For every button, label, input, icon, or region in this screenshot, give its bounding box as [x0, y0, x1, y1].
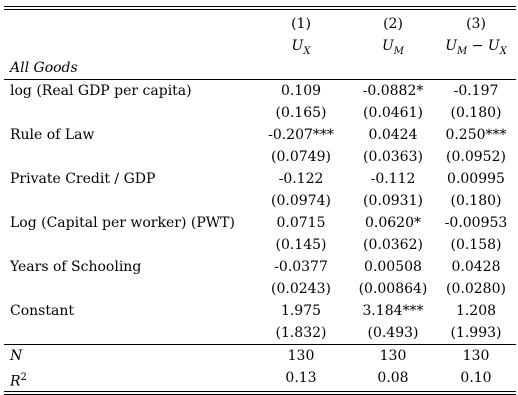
coefficient-value: -0.112 [370, 171, 416, 187]
variable-label: log (Real GDP per capita) [10, 83, 192, 99]
standard-error-row [4, 278, 516, 300]
coefficient-value: -0.00953 [444, 215, 508, 231]
standard-error-value: (0.165) [275, 105, 327, 121]
column-number-2: (2) [383, 16, 403, 32]
column-variable-row [4, 35, 516, 57]
coefficient-row [4, 212, 516, 234]
coefficient-value: 0.0424 [368, 127, 418, 143]
column-number-3: (3) [466, 16, 486, 32]
stat-row-r2 [4, 367, 516, 389]
stat-value: 0.13 [285, 370, 317, 386]
stat-value: 0.10 [460, 370, 492, 386]
table-body [4, 80, 516, 344]
standard-error-value: (0.0931) [363, 193, 423, 209]
stat-value: 130 [379, 348, 407, 364]
section-label-row [4, 57, 516, 79]
stat-value: 130 [287, 348, 315, 364]
coefficient-value: 0.00508 [364, 259, 422, 275]
stat-value: 0.08 [377, 370, 409, 386]
standard-error-value: (0.0362) [363, 237, 423, 253]
standard-error-value: (0.0952) [446, 149, 506, 165]
stat-row-n [4, 345, 516, 367]
standard-error-value: (0.180) [450, 105, 502, 121]
stat-label-r2: $R^2$ [10, 372, 27, 390]
stat-label-n: N [10, 348, 23, 364]
coefficient-value: 1.975 [280, 303, 322, 319]
coefficient-value: 0.250*** [445, 127, 507, 143]
coefficient-value: -0.197 [453, 83, 499, 99]
column-variable-1: $U_X$ [291, 38, 311, 57]
standard-error-value: (0.0280) [446, 281, 506, 297]
variable-label: Private Credit / GDP [10, 171, 156, 187]
coefficient-value: 1.208 [455, 303, 497, 319]
standard-error-row [4, 102, 516, 124]
coefficient-value: 0.0620* [365, 215, 421, 231]
standard-error-value: (0.0243) [271, 281, 331, 297]
standard-error-value: (0.145) [275, 237, 327, 253]
standard-error-row [4, 234, 516, 256]
coefficient-row [4, 256, 516, 278]
variable-label: Rule of Law [10, 127, 95, 143]
coefficient-value: -0.122 [278, 171, 324, 187]
standard-error-value: (0.0749) [271, 149, 331, 165]
standard-error-value: (0.493) [367, 325, 419, 341]
column-variable-3: $U_M - U_X$ [445, 38, 507, 57]
coefficient-value: -0.0377 [274, 259, 328, 275]
coefficient-row [4, 124, 516, 146]
variable-label: Years of Schooling [10, 259, 142, 275]
stat-value: 130 [462, 348, 490, 364]
standard-error-value: (0.0461) [363, 105, 423, 121]
standard-error-row [4, 190, 516, 212]
section-label: All Goods [10, 60, 78, 76]
coefficient-value: 3.184*** [362, 303, 424, 319]
column-number-1: (1) [291, 16, 311, 32]
coefficient-value: 0.0715 [276, 215, 326, 231]
standard-error-value: (0.180) [450, 193, 502, 209]
coefficient-value: 0.00995 [447, 171, 505, 187]
variable-label: Constant [10, 303, 74, 319]
coefficient-value: -0.207*** [268, 127, 334, 143]
standard-error-row [4, 146, 516, 168]
coefficient-value: 0.109 [280, 83, 322, 99]
column-number-row [4, 13, 516, 35]
coefficient-row [4, 300, 516, 322]
top-rule-second [4, 9, 516, 10]
variable-label: Log (Capital per worker) (PWT) [10, 215, 235, 231]
standard-error-value: (1.993) [450, 325, 502, 341]
column-variable-2: $U_M$ [381, 38, 405, 57]
coefficient-value: 0.0428 [451, 259, 501, 275]
coefficient-row [4, 80, 516, 102]
standard-error-value: (0.0363) [363, 149, 423, 165]
standard-error-value: (0.0974) [271, 193, 331, 209]
standard-error-value: (1.832) [275, 325, 327, 341]
coefficient-row [4, 168, 516, 190]
coefficient-value: -0.0882* [362, 83, 424, 99]
standard-error-row [4, 322, 516, 344]
standard-error-value: (0.00864) [358, 281, 428, 297]
regression-table [4, 6, 516, 395]
standard-error-value: (0.158) [450, 237, 502, 253]
